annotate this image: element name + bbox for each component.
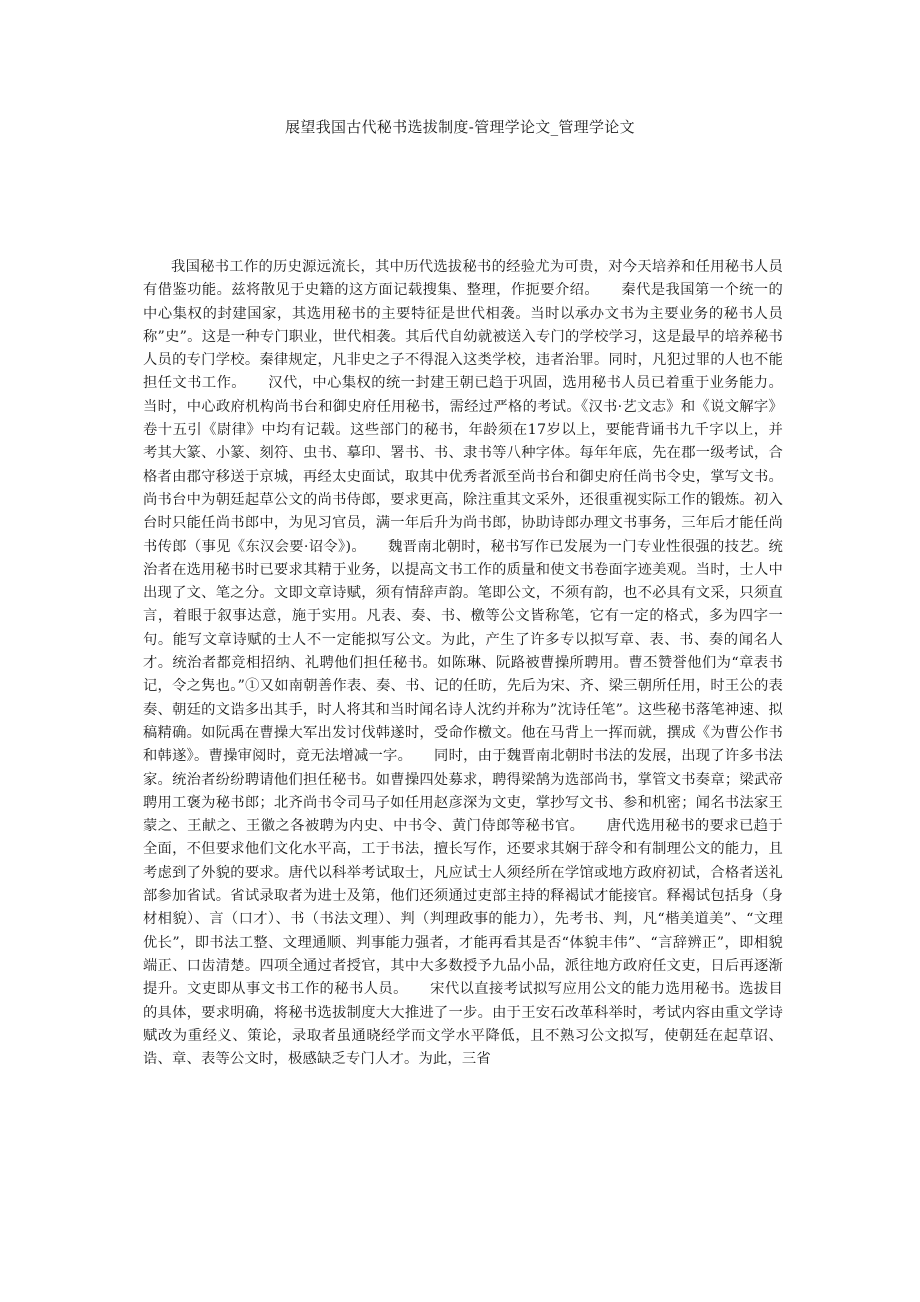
document-title: 展望我国古代秘书选拔制度-管理学论文_管理学论文 bbox=[285, 118, 635, 136]
document-body-paragraph: 我国秘书工作的历史源远流长，其中历代选拔秘书的经验尤为可贵，对今天培养和任用秘书人员有借鉴功能。兹将散见于史籍的这方面记载搜集、整理，作扼要介绍。 秦代是我国第一个统一的中心集权的封建国家，其选用秘书的主要特征是世代相袭。当时以承办文书为主要业务的秘书人员称”史”。这是一种专门职业，世代相袭。其后代自幼就被送入专门的学校学习，这是最早的培养秘书人员的专门学校。秦律规定，凡非史之子不得混入这类学校，违者治罪。同时，凡犯过罪的人也不能担任文书工作。 汉代，中心集权的统一封建王朝已趋于巩固，选用秘书人员已着重于业务能力。当时，中心政府机构尚书台和御史府任用秘书，需经过严格的考试。《汉书·艺文志》和《说文解字》卷十五引《尉律》中均有记载。这些部门的秘书，年龄须在17岁以上，要能背诵书九千字以上，并考其大篆、小篆、刻符、虫书、摹印、署书、书、隶书等八种字体。每年年底，先在郡一级考试，合格者由郡守移送于京城，再经太史面试，取其中优秀者派至尚书台和御史府任尚书令史，掌写文书。尚书台中为朝廷起草公文的尚书侍郎，要求更高，除注重其文采外，还很重视实际工作的锻炼。初入台时只能任尚书郎中，为见习官员，满一年后升为尚书郎，协助诗郎办理文书事务，三年后才能任尚书传郎（事见《东汉会要·诏令》)。 魏晋南北朝时，秘书写作已发展为一门专业性很强的技艺。统治者在选用秘书时已要求其精于业务，以提高文书工作的质量和使文书卷面字迹美观。当时，士人中出现了文、笔之分。文即文章诗赋，须有情辞声韵。笔即公文，不须有韵，也不必具有文采，只须直言，着眼于叙事达意，施于实用。凡表、奏、书、檄等公文皆称笔，它有一定的格式，多为四字一句。能写文章诗赋的士人不一定能拟写公文。为此，产生了许多专以拟写章、表、书、奏的闻名人才。统治者都竞相招纳、礼聘他们担任秘书。如陈琳、阮路被曹操所聘用。曹丕赞誉他们为“章表书记，令之隽也。”①又如南朝善作表、奏、书、记的任昉，先后为宋、齐、梁三朝所任用，时王公的表奏、朝廷的文诰多出其手，时人将其和当时闻名诗人沈约并称为”沈诗任笔”。这些秘书落笔神速、拟稿精确。如阮禹在曹操大军出发讨伐韩遂时，受命作檄文。他在马背上一挥而就，撰成《为曹公作书和韩遂》。曹操审阅时，竟无法增减一字。 同时，由于魏晋南北朝时书法的发展，出现了许多书法家。统治者纷纷聘请他们担任秘书。如曹操四处募求，聘得梁鹄为选部尚书，掌管文书奏章；梁武帝聘用工褒为秘书郎；北齐尚书令司马子如任用赵彦深为文吏，掌抄写文书、参和机密；闻名书法家王蒙之、王献之、王徽之各被聘为内史、中书令、黄门侍郎等秘书官。 唐代选用秘书的要求已趋于全面，不但要求他们文化水平高，工于书法，擅长写作，还要求其娴于辞令和有制理公文的能力，且考虑到了外貌的要求。唐代以科举考试取士，凡应试士人须经所在学馆或地方政府初试，合格者送礼部参加省试。省试录取者为进士及第，他们还须通过吏部主持的释褐试才能接官。释褐试包括身（身材相貌）、言（口才）、书（书法文理）、判（判理政事的能力），先考书、判，凡“楷美道美”、“文理优长”，即书法工整、文理通顺、判事能力强者，才能再看其是否“体貌丰伟”、“言辞辨正”，即相貌端正、口齿清楚。四项全通过者授官，其中大多数授予九品小品，派往地方政府任文吏，日后再逐渐提升。文吏即从事文书工作的秘书人员。 宋代以直接考试拟写应用公文的能力选用秘书。选拔目的具体，要求明确，将秘书选拔制度大大推进了一步。由于王安石改革科举时，考试内容由重文学诗赋改为重经义、策论，录取者虽通晓经学而文学水平降低，且不熟习公文拟写，使朝廷在起草诏、诰、章、表等公文时，极感缺乏专门人才。为此，三省 bbox=[143, 259, 783, 1068]
